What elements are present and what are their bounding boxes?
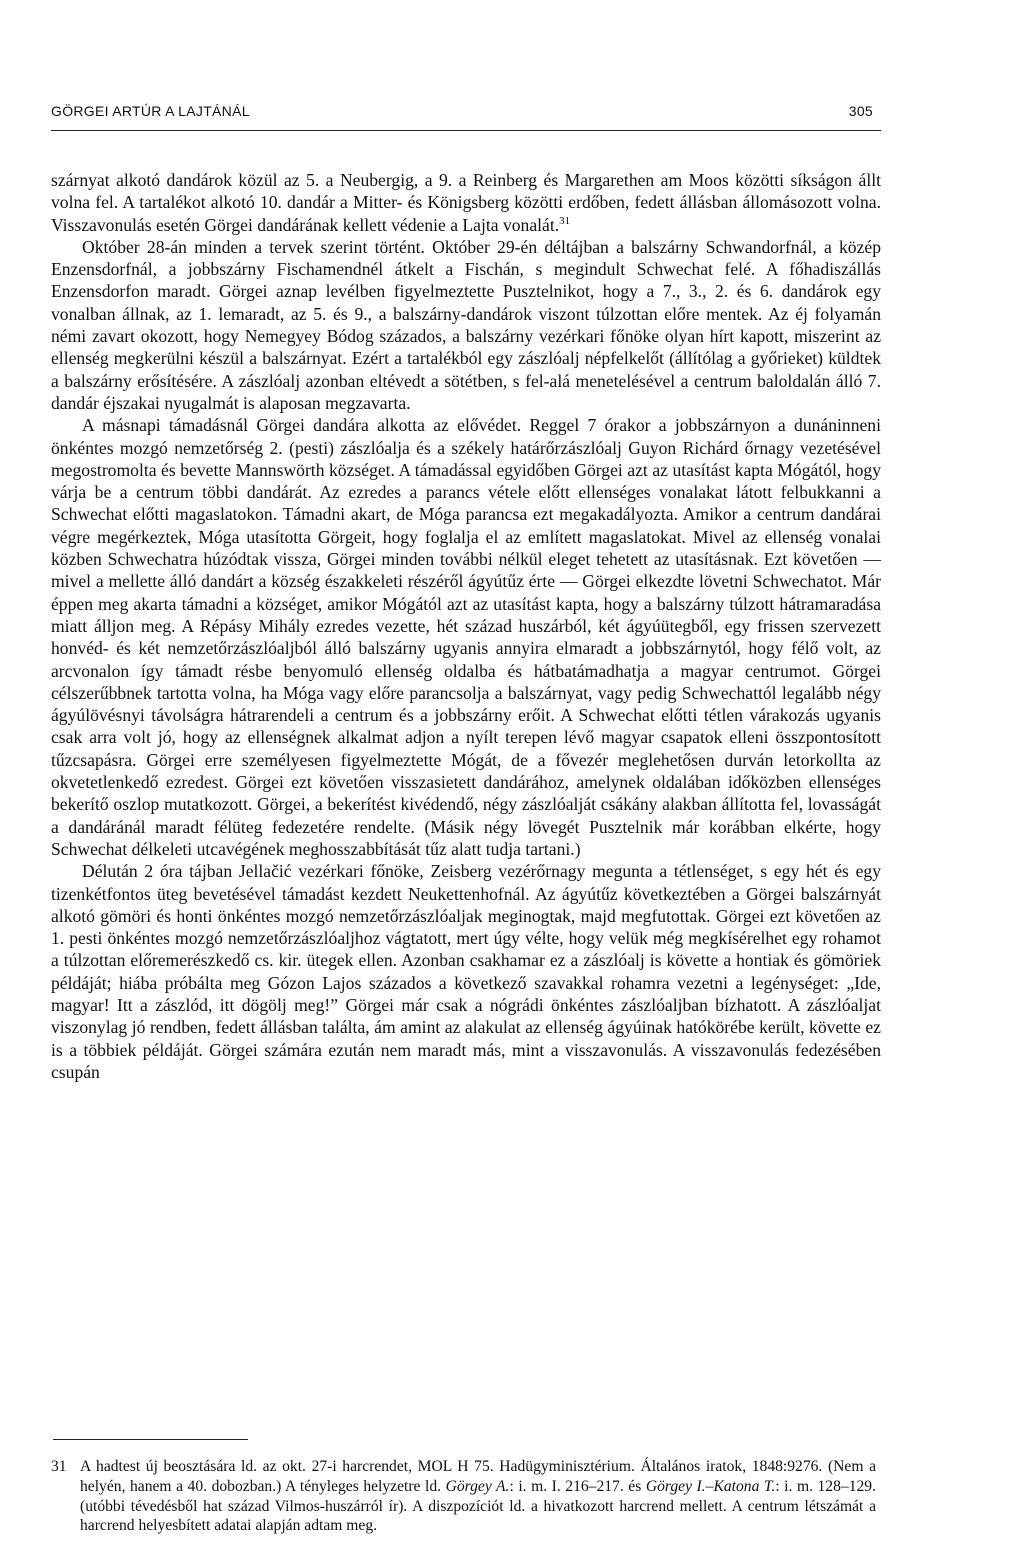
running-header <box>51 103 881 127</box>
paragraph: Délután 2 óra tájban Jellačić vezérkari főnöke, Zeisberg vezérőrnagy megunta a tétlenséget, s egy hét és egy tizenkétfontos üteg bevetésével támadást kezdett Neukettenhofnál. Az ágyútűz következtében a Görgei balszárnyát alkotó gömöri és honti önkéntes mozgó nemzetőrzászlóaljak meginogtak, majd megfutottak. Görgei ezt követően az 1. pesti önkéntes mozgó nemzetőrzászlóaljhoz vágtatott, mert úgy vélte, hogy velük még megkísérelhet egy rohamot a túlzottan előremerészkedő cs. kir. ütegek ellen. Azonban csakhamar ez a zászlóalj is követte a hontiak és gömöriek példáját; hiába próbálta meg Gózon Lajos százados a következő szavakkal rohamra vezetni a legénységet: „Ide, magyar! Itt a zászlód, itt dögölj meg!” Görgei már csak a nógrádi önkéntes zászlóaljban bízhatott. A zászlóaljat viszonylag jó rendben, fedett állásban találta, ám amint az alakulat az ellenség ágyúinak hatókörébe került, követte ez is a többiek példáját. Görgei számára ezután nem maradt más, mint a visszavonulás. A visszavonulás fedezésében csupán <box>51 861 881 1082</box>
body-text <box>51 169 881 1083</box>
paragraph: Október 28-án minden a tervek szerint történt. Október 29-én déltájban a balszárny Schwandorfnál, a közép Enzensdorfnál, a jobbszárny Fischamendnél átkelt a Fischán, s megindult Schwechat felé. A főhadiszállás Enzensdorfon maradt. Görgei aznap levélben figyelmeztette Pusztelnikot, hogy a 7., 3., 2. és 6. dandárok egy vonalban állnak, az 1. lemaradt, az 5. és 9., a balszárny-dandárok viszont túlzottan előre mentek. Az éj folyamán némi zavart okozott, hogy Nemegyey Bódog százados, a balszárny vezérkari főnöke olyan hírt kapott, miszerint az ellenség megkerülni készül a balszárnyat. Ezért a tartalékból egy zászlóalj népfelkelőt (állítólag a győrieket) küldtek a balszárny erősítésére. A zászlóalj azonban eltévedt a sötétben, s fel-alá menetelésével a centrum baloldalán álló 7. dandár éjszakai nyugalmát is alaposan megzavarta. <box>51 236 881 413</box>
paragraph: A másnapi támadásnál Görgei dandára alkotta az elővédet. Reggel 7 órakor a jobbszárnyon a dunáninneni önkéntes mozgó nemzetőrség 2. (pesti) zászlóalja és a székely határőrzászlóalj Guyon Richárd őrnagy vezetésével megostromolta és bevette Mannswörth községet. A támadással egyidőben Görgei azt az utasítást kapta Mógától, hogy várja be a centrum többi dandárát. Az ezredes a parancs vétele előtt ellenséges vonalakat látott felbukkanni a Schwechat előtti magaslatokon. Támadni akart, de Móga parancsa ezt megakadályozta. Amikor a centrum dandárai végre megérkeztek, Móga utasította Görgeit, hogy foglalja el az említett magaslatokat. Mivel az ellenség vonalai közben Schwechatra húzódtak vissza, Görgei minden további nélkül eleget tehetett az utasításnak. Ezt követően — mivel a mellette álló dandárt a község északkeleti részéről ágyútűz érte — Görgei elkezdte lövetni Schwechatot. Már éppen meg akarta támadni a községet, amikor Mógától azt az utasítást kapta, hogy a balszárny túlzott hátramaradása miatt álljon meg. A Répásy Mihály ezredes vezette, hét század huszárból, két ágyúütegből, egy frissen szervezett honvéd- és két nemzetőrzászlóaljból álló balszárny ugyanis annyira elmaradt a jobbszárnytól, hogy félő volt, az arcvonalon így támadt résbe benyomuló ellenség oldalba és hátbatámadhatja a magyar centrumot. Görgei célszerűbbnek tartotta volna, ha Móga vagy előre parancsolja a balszárnyat, vagy pedig Schwechattól legalább négy ágyúlövésnyi távolságra hátrarendeli a centrum és a jobbszárny erőit. A Schwechat előtti tétlen várakozás ugyanis csak arra volt jó, hogy az ellenségnek alkalmat adjon a nyílt terepen lévő magyar csapatok elleni összpontosított tűzcsapásra. Görgei erre személyesen figyelmeztette Mógát, de a fővezér meglehetősen durván letorkollta az okvetetlenkedő ezredest. Görgei ezt követően visszasietett dandárához, amelynek oldalában időközben ellenséges bekerítő oszlop mutatkozott. Görgei, a bekerítést kivédendő, négy zászlóalját csákány alakban állította fel, lovasságát a dandáránál maradt félüteg fedezetére rendelte. (Másik négy lövegét Pusztelnik már korábban elkérte, hogy Schwechat délkeleti utcavégének meghosszabbítását tűz alatt tudja tartani.) <box>51 415 881 859</box>
footnote <box>51 1457 876 1536</box>
running-title: GÖRGEI ARTÚR A LAJTÁNÁL <box>51 103 250 119</box>
author-citation: Görgey I.–Katona T. <box>645 1477 776 1495</box>
footnote-number: 31 <box>51 1458 67 1475</box>
author-citation: Görgey A. <box>445 1477 510 1495</box>
footnote-rule <box>53 1439 248 1440</box>
paragraph <box>51 169 881 236</box>
footnote-text: A hadtest új beosztására ld. az okt. 27-i harcrendet, MOL H 75. Hadügyminisztérium. Általános iratok, 1848:9276. (Nem a helyén, hanem a 40. dobozban.) A tényleges helyzetre ld. Görgey A.: i. m. I. 216–217. és Görgey I.–Katona T.: i. m. 128–129. (utóbbi tévedésből hat század Vilmos-huszárról ír). A diszpozíciót ld. a hivatkozott harcrend mellett. A centrum létszámát a harcrend helyesbített adatai alapján adtam meg. <box>80 1458 876 1535</box>
page-number: 305 <box>848 103 873 119</box>
header-rule <box>51 130 881 131</box>
footnote-ref[interactable]: 31 <box>559 214 571 227</box>
paragraph-text: szárnyat alkotó dandárok közül az 5. a Neubergig, a 9. a Reinberg és Margarethen am Moos közötti síkságon állt volna fel. A tartalékot alkotó 10. dandár a Mitter- és Königsberg közötti erdőben, fedett állásban állomásozott volna. Visszavonulás esetén Görgei dandárának kellett védenie a Lajta vonalát. <box>51 170 881 235</box>
